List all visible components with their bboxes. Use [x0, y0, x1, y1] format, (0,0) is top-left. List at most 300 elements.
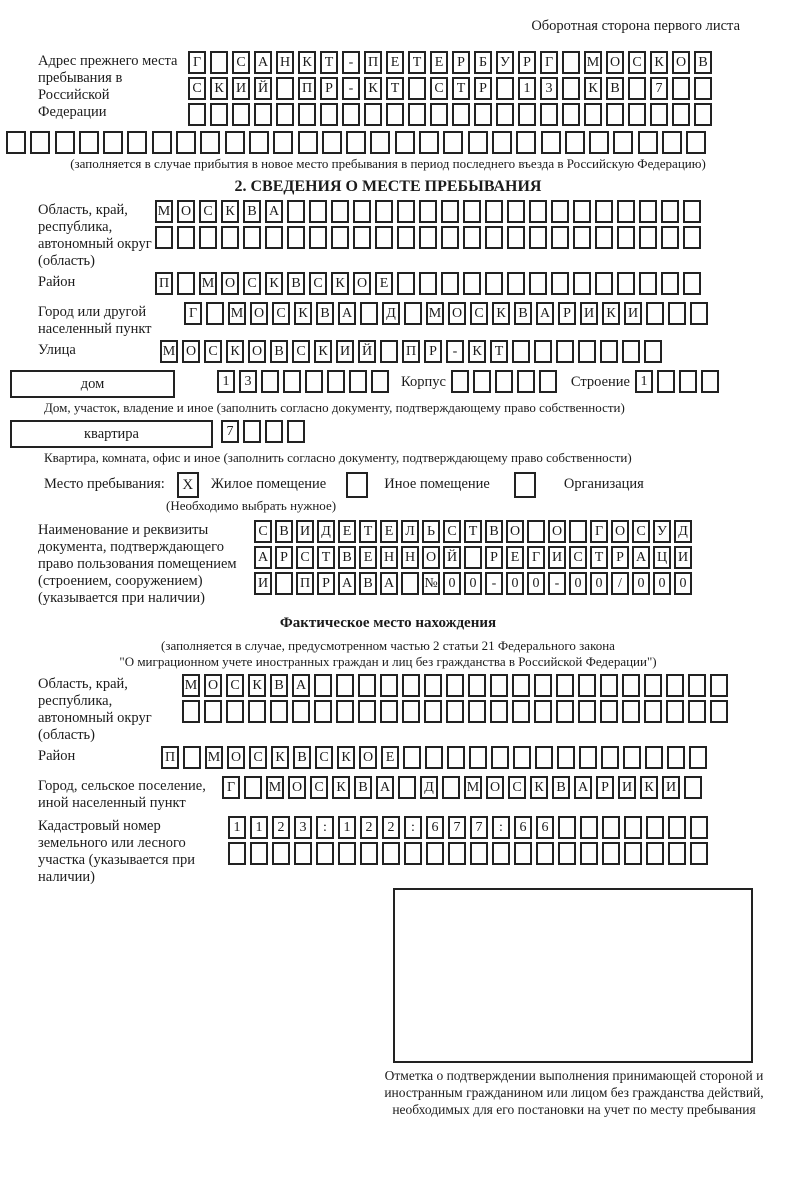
- region-label-2: Область, край, республика, автономный округ (область): [38, 202, 152, 269]
- char-cell: [646, 816, 664, 839]
- char-cell: [309, 200, 327, 223]
- char-cell: А: [265, 200, 283, 223]
- char-cell: П: [155, 272, 173, 295]
- char-cell: [496, 103, 514, 126]
- char-cell: [250, 842, 268, 865]
- char-cell: М: [228, 302, 246, 325]
- char-cell: К: [314, 340, 332, 363]
- char-cell: В: [270, 674, 288, 697]
- char-cell: К: [530, 776, 548, 799]
- char-cell: Г: [184, 302, 202, 325]
- char-cell: О: [422, 546, 440, 569]
- char-cell: [668, 302, 686, 325]
- char-cell: К: [221, 200, 239, 223]
- char-cell: [358, 700, 376, 723]
- stay-type-label: Место пребывания:: [44, 476, 165, 492]
- char-cell: У: [653, 520, 671, 543]
- char-cell: 0: [443, 572, 461, 595]
- char-cell: В: [243, 200, 261, 223]
- char-cell: 7: [221, 420, 239, 443]
- char-cell: С: [508, 776, 526, 799]
- char-cell: У: [496, 51, 514, 74]
- char-cell: О: [611, 520, 629, 543]
- char-cell: О: [448, 302, 466, 325]
- char-cell: [292, 700, 310, 723]
- char-cell: К: [248, 674, 266, 697]
- char-cell: 0: [464, 572, 482, 595]
- char-cell: [441, 200, 459, 223]
- char-cell: [558, 816, 576, 839]
- char-cell: Р: [518, 51, 536, 74]
- char-cell: Е: [430, 51, 448, 74]
- char-cell: Е: [338, 520, 356, 543]
- char-cell: [686, 131, 706, 154]
- char-cell: [204, 700, 222, 723]
- char-cell: [496, 77, 514, 100]
- house-note: Дом, участок, владение и иное (заполнить согласно документу, подтверждающему право собственности): [44, 400, 625, 415]
- char-cell: [661, 200, 679, 223]
- char-cell: П: [296, 572, 314, 595]
- char-cell: [403, 746, 421, 769]
- checkbox-organization: [514, 472, 536, 498]
- char-cell: М: [426, 302, 444, 325]
- char-cell: М: [199, 272, 217, 295]
- char-cell: Д: [317, 520, 335, 543]
- char-cell: [492, 131, 512, 154]
- char-cell: Р: [474, 77, 492, 100]
- char-cell: [331, 226, 349, 249]
- region-row-2: [155, 226, 705, 249]
- char-cell: И: [548, 546, 566, 569]
- char-cell: Е: [359, 546, 377, 569]
- char-cell: [305, 370, 323, 393]
- char-cell: С: [296, 546, 314, 569]
- char-cell: [512, 674, 530, 697]
- char-cell: [534, 700, 552, 723]
- char-cell: [30, 131, 50, 154]
- char-cell: [349, 370, 367, 393]
- page-header: Оборотная сторона первого листа: [531, 18, 740, 34]
- char-cell: [601, 746, 619, 769]
- char-cell: И: [336, 340, 354, 363]
- char-cell: [272, 842, 290, 865]
- region-row-3-1: [182, 674, 732, 697]
- char-cell: О: [182, 340, 200, 363]
- char-cell: Н: [401, 546, 419, 569]
- char-cell: Р: [611, 546, 629, 569]
- document-cells: [254, 520, 695, 598]
- char-cell: М: [266, 776, 284, 799]
- char-cell: [584, 103, 602, 126]
- cadastre-cells: [228, 816, 712, 868]
- char-cell: [529, 272, 547, 295]
- char-cell: [628, 77, 646, 100]
- char-cell: О: [548, 520, 566, 543]
- region-block-3: [6, 674, 770, 744]
- char-cell: [562, 103, 580, 126]
- char-cell: О: [353, 272, 371, 295]
- char-cell: 1: [217, 370, 235, 393]
- char-cell: О: [672, 51, 690, 74]
- char-cell: П: [402, 340, 420, 363]
- char-cell: [442, 776, 460, 799]
- char-cell: С: [309, 272, 327, 295]
- char-cell: [667, 746, 685, 769]
- apartment-cells: [221, 420, 309, 443]
- char-cell: [565, 131, 585, 154]
- char-cell: 3: [239, 370, 257, 393]
- prev-address-row-4: [6, 131, 770, 154]
- char-cell: [360, 842, 378, 865]
- char-cell: 0: [569, 572, 587, 595]
- char-cell: [666, 700, 684, 723]
- char-cell: №: [422, 572, 440, 595]
- char-cell: Ь: [422, 520, 440, 543]
- char-cell: [690, 816, 708, 839]
- char-cell: [79, 131, 99, 154]
- char-cell: [551, 272, 569, 295]
- street-label: Улица: [38, 342, 76, 358]
- char-cell: [644, 674, 662, 697]
- char-cell: [327, 370, 345, 393]
- residential-label: Жилое помещение: [210, 476, 327, 492]
- char-cell: [569, 520, 587, 543]
- char-cell: [516, 131, 536, 154]
- char-cell: [595, 200, 613, 223]
- char-cell: [103, 131, 123, 154]
- char-cell: [683, 226, 701, 249]
- char-cell: [638, 131, 658, 154]
- checkbox-residential-mark: X: [182, 476, 194, 493]
- char-cell: [155, 226, 173, 249]
- document-block: [6, 520, 770, 607]
- char-cell: [243, 420, 261, 443]
- char-cell: [529, 200, 547, 223]
- char-cell: [225, 131, 245, 154]
- city-row-3: [222, 776, 706, 799]
- char-cell: 0: [506, 572, 524, 595]
- char-cell: Е: [386, 51, 404, 74]
- char-cell: 0: [632, 572, 650, 595]
- char-cell: [451, 370, 469, 393]
- char-cell: А: [338, 302, 356, 325]
- confirmation-stamp-box: [393, 888, 753, 1063]
- stay-type-note: (Необходимо выбрать нужное): [166, 498, 337, 513]
- prev-address-row-1: [188, 51, 716, 74]
- char-cell: Р: [424, 340, 442, 363]
- char-cell: К: [492, 302, 510, 325]
- char-cell: :: [492, 816, 510, 839]
- char-cell: [287, 200, 305, 223]
- city-row-2: [184, 302, 712, 325]
- char-cell: [248, 700, 266, 723]
- char-cell: 1: [250, 816, 268, 839]
- char-cell: [386, 103, 404, 126]
- char-cell: [573, 226, 591, 249]
- district-block-3: [6, 746, 770, 772]
- char-cell: [668, 816, 686, 839]
- char-cell: [371, 370, 389, 393]
- char-cell: [495, 370, 513, 393]
- char-cell: [557, 746, 575, 769]
- char-cell: Г: [188, 51, 206, 74]
- char-cell: [210, 51, 228, 74]
- char-cell: [221, 226, 239, 249]
- char-cell: [199, 226, 217, 249]
- char-cell: А: [338, 572, 356, 595]
- char-cell: А: [536, 302, 554, 325]
- char-cell: [397, 200, 415, 223]
- char-cell: [683, 200, 701, 223]
- char-cell: [261, 370, 279, 393]
- char-cell: [617, 272, 635, 295]
- char-cell: [441, 272, 459, 295]
- char-cell: [527, 520, 545, 543]
- char-cell: К: [226, 340, 244, 363]
- char-cell: Й: [254, 77, 272, 100]
- char-cell: [353, 200, 371, 223]
- stroenie-label: Строение: [570, 374, 630, 390]
- checkbox-other-premises: [346, 472, 368, 498]
- char-cell: Г: [527, 546, 545, 569]
- char-cell: 7: [470, 816, 488, 839]
- char-cell: В: [287, 272, 305, 295]
- house-box-label: дом: [10, 370, 175, 398]
- char-cell: [188, 103, 206, 126]
- char-cell: В: [485, 520, 503, 543]
- char-cell: И: [254, 572, 272, 595]
- char-cell: Т: [490, 340, 508, 363]
- char-cell: Т: [359, 520, 377, 543]
- char-cell: Й: [358, 340, 376, 363]
- char-cell: К: [468, 340, 486, 363]
- char-cell: [446, 674, 464, 697]
- stroenie-cells: [635, 370, 723, 393]
- char-cell: О: [606, 51, 624, 74]
- section3-note-2: "О миграционном учете иностранных граждан и лиц без гражданства в Российской Федерации"): [119, 654, 657, 669]
- char-cell: [595, 226, 613, 249]
- char-cell: [580, 816, 598, 839]
- char-cell: [512, 340, 530, 363]
- char-cell: [424, 700, 442, 723]
- char-cell: [468, 131, 488, 154]
- char-cell: [419, 272, 437, 295]
- char-cell: О: [359, 746, 377, 769]
- char-cell: [556, 674, 574, 697]
- apartment-box-label: квартира: [10, 420, 213, 448]
- char-cell: М: [160, 340, 178, 363]
- char-cell: [551, 226, 569, 249]
- char-cell: Е: [380, 520, 398, 543]
- district-row-2: [155, 272, 705, 295]
- char-cell: [177, 272, 195, 295]
- char-cell: [309, 226, 327, 249]
- char-cell: Д: [420, 776, 438, 799]
- char-cell: С: [430, 77, 448, 100]
- char-cell: И: [232, 77, 250, 100]
- char-cell: О: [250, 302, 268, 325]
- char-cell: -: [342, 51, 360, 74]
- other-premises-label: Иное помещение: [384, 476, 490, 492]
- char-cell: К: [210, 77, 228, 100]
- char-cell: [316, 842, 334, 865]
- char-cell: Л: [401, 520, 419, 543]
- char-cell: [200, 131, 220, 154]
- char-cell: [492, 842, 510, 865]
- char-cell: [672, 77, 690, 100]
- korpus-label: Корпус: [401, 374, 446, 390]
- char-cell: [243, 226, 261, 249]
- char-cell: [679, 370, 697, 393]
- char-cell: 0: [527, 572, 545, 595]
- char-cell: [628, 103, 646, 126]
- char-cell: [331, 200, 349, 223]
- char-cell: Р: [320, 77, 338, 100]
- char-cell: В: [694, 51, 712, 74]
- char-cell: [469, 746, 487, 769]
- prev-address-block: [6, 51, 770, 129]
- char-cell: [375, 226, 393, 249]
- char-cell: [600, 700, 618, 723]
- char-cell: К: [298, 51, 316, 74]
- char-cell: 7: [650, 77, 668, 100]
- char-cell: Ц: [653, 546, 671, 569]
- char-cell: [298, 131, 318, 154]
- char-cell: [562, 77, 580, 100]
- char-cell: С: [188, 77, 206, 100]
- char-cell: [254, 103, 272, 126]
- char-cell: [370, 131, 390, 154]
- char-cell: С: [628, 51, 646, 74]
- section2-title: 2. СВЕДЕНИЯ О МЕСТЕ ПРЕБЫВАНИЯ: [234, 178, 542, 195]
- cadastre-row-2: [228, 842, 712, 865]
- char-cell: [710, 700, 728, 723]
- char-cell: [452, 103, 470, 126]
- char-cell: 3: [294, 816, 312, 839]
- char-cell: О: [204, 674, 222, 697]
- char-cell: [210, 103, 228, 126]
- char-cell: С: [232, 51, 250, 74]
- korpus-cells: [451, 370, 561, 393]
- char-cell: [639, 272, 657, 295]
- char-cell: Р: [485, 546, 503, 569]
- house-row: [6, 370, 770, 398]
- char-cell: О: [248, 340, 266, 363]
- char-cell: [276, 103, 294, 126]
- char-cell: Н: [380, 546, 398, 569]
- street-block: [6, 340, 770, 366]
- char-cell: Р: [317, 572, 335, 595]
- char-cell: [689, 746, 707, 769]
- char-cell: [425, 746, 443, 769]
- char-cell: [314, 674, 332, 697]
- char-cell: [666, 674, 684, 697]
- char-cell: -: [485, 572, 503, 595]
- char-cell: К: [337, 746, 355, 769]
- char-cell: [624, 816, 642, 839]
- char-cell: К: [294, 302, 312, 325]
- char-cell: [419, 131, 439, 154]
- char-cell: [710, 674, 728, 697]
- confirmation-stamp-note: Отметка о подтверждении выполнения принимающей стороной и иностранным гражданином или лицом без гражданства действий, необходимых для его постановки на учет по месту пребывания: [384, 1068, 764, 1117]
- char-cell: [507, 200, 525, 223]
- char-cell: М: [182, 674, 200, 697]
- char-cell: 1: [228, 816, 246, 839]
- char-cell: [602, 842, 620, 865]
- char-cell: Р: [452, 51, 470, 74]
- char-cell: [402, 700, 420, 723]
- char-cell: [232, 103, 250, 126]
- char-cell: 0: [674, 572, 692, 595]
- prev-address-cells: [188, 51, 716, 129]
- char-cell: [463, 226, 481, 249]
- char-cell: [346, 131, 366, 154]
- char-cell: Д: [674, 520, 692, 543]
- checkbox-residential: [177, 472, 199, 498]
- char-cell: [639, 200, 657, 223]
- char-cell: [622, 340, 640, 363]
- cadastre-row-1: [228, 816, 712, 839]
- char-cell: [273, 131, 293, 154]
- char-cell: [441, 226, 459, 249]
- char-cell: [397, 226, 415, 249]
- char-cell: [507, 272, 525, 295]
- char-cell: [397, 272, 415, 295]
- char-cell: [6, 131, 26, 154]
- char-cell: [294, 842, 312, 865]
- char-cell: [600, 674, 618, 697]
- char-cell: [380, 674, 398, 697]
- document-row-1: [254, 520, 695, 543]
- char-cell: [556, 340, 574, 363]
- char-cell: [336, 674, 354, 697]
- char-cell: [364, 103, 382, 126]
- char-cell: Т: [317, 546, 335, 569]
- char-cell: [684, 776, 702, 799]
- char-cell: [490, 674, 508, 697]
- char-cell: [322, 131, 342, 154]
- char-cell: [490, 700, 508, 723]
- char-cell: К: [332, 776, 350, 799]
- cadastre-label: Кадастровый номер земельного или лесного участка (указывается при наличии): [38, 818, 195, 885]
- char-cell: А: [574, 776, 592, 799]
- char-cell: 2: [272, 816, 290, 839]
- char-cell: А: [292, 674, 310, 697]
- char-cell: [644, 700, 662, 723]
- char-cell: [446, 700, 464, 723]
- char-cell: С: [272, 302, 290, 325]
- char-cell: [127, 131, 147, 154]
- char-cell: [338, 842, 356, 865]
- char-cell: [600, 340, 618, 363]
- char-cell: -: [446, 340, 464, 363]
- char-cell: [485, 272, 503, 295]
- apartment-note: Квартира, комната, офис и иное (заполнить согласно документу, подтверждающему право собственности): [44, 450, 632, 465]
- char-cell: Т: [386, 77, 404, 100]
- char-cell: П: [364, 51, 382, 74]
- char-cell: [468, 674, 486, 697]
- char-cell: П: [161, 746, 179, 769]
- char-cell: [470, 842, 488, 865]
- char-cell: 6: [536, 816, 554, 839]
- char-cell: С: [315, 746, 333, 769]
- char-cell: [430, 103, 448, 126]
- char-cell: [690, 302, 708, 325]
- char-cell: Н: [276, 51, 294, 74]
- char-cell: Т: [408, 51, 426, 74]
- char-cell: [448, 842, 466, 865]
- char-cell: [661, 226, 679, 249]
